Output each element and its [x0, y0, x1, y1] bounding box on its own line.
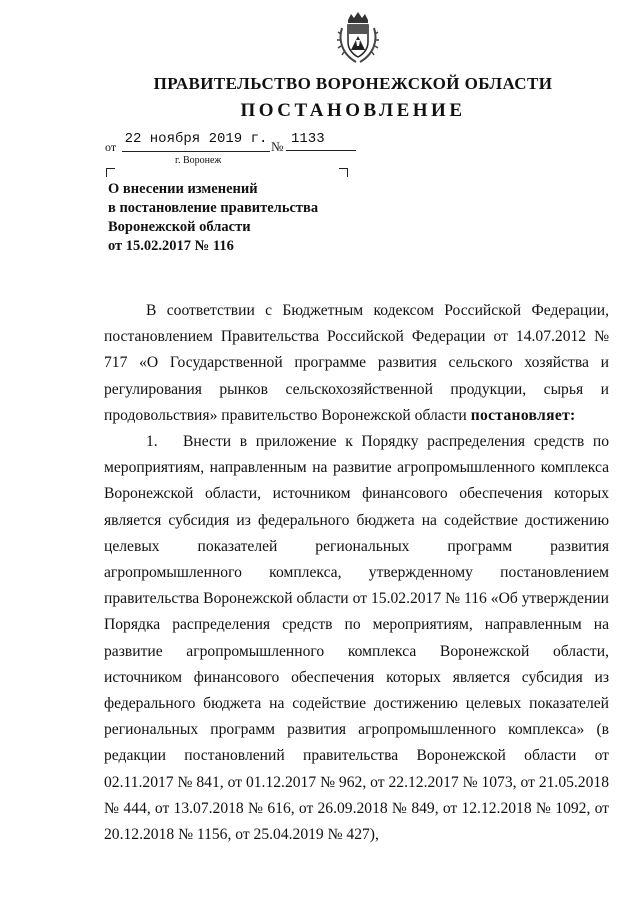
registration-line [105, 131, 365, 153]
subject-bracket-left [106, 168, 115, 177]
clause-paragraph [104, 429, 609, 848]
government-title: ПРАВИТЕЛЬСТВО ВОРОНЕЖСКОЙ ОБЛАСТИ [153, 74, 553, 93]
subject-line: от 15.02.2017 № 116 [108, 238, 234, 254]
document-subject [108, 180, 318, 256]
subject-line: в постановление правительства [108, 200, 319, 216]
preamble-text: В соответствии с Бюджетным кодексом Российской Федерации, постановлением Правительства Российской Федерации от 14.07.2012 № 717 «О Государственной программе развития сельского хозяйства и регулирования рынков сельскохозяйственной продукции, сырья и продовольствия» правительство Воронежской области [104, 302, 609, 424]
city-label: г. Воронеж [175, 155, 222, 166]
number-prefix-label: № [271, 139, 284, 154]
subject-line: О внесении изменений [108, 181, 258, 197]
document-body [104, 298, 609, 848]
clause-text: Внести в приложение к Порядку распределения средств по мероприятиям, направленным на развитие агропромышленного комплекса Воронежской области, источником финансового обеспечения которых является субсидия из федерального бюджета на содействие достижению целевых показателей региональных программ развития агропромышленного комплекса, утвержденному постановлением правительства Воронежской области от 15.02.2017 № 116 «Об утверждении Порядка распределения средств по мероприятиям, направленным на развитие агропромышленного комплекса Воронежской области, источником финансового обеспечения которых является субсидия из федерального бюджета на содействие достижению целевых показателей региональных программ развития агропромышленного комплекса» (в редакции постановлений правительства Воронежской области от 02.11.2017 № 841, от 01.12.2017 № 962, от 22.12.2017 № 1073, от 21.05.2018 № 444, от 13.07.2018 № 616, от 26.09.2018 № 849, от 12.12.2018 № 1092, от 20.12.2018 № 1156, от 25.04.2019 № 427), [104, 433, 609, 844]
subject-bracket-right [339, 168, 348, 177]
document-number: 1133 [286, 131, 356, 151]
resolves-keyword: постановляет: [470, 406, 576, 424]
document-date: 22 ноября 2019 г. [122, 131, 270, 152]
document-type-title: ПОСТАНОВЛЕНИЕ [240, 100, 466, 121]
preamble-paragraph [104, 298, 609, 429]
date-prefix-label: от [105, 140, 117, 154]
subject-line: Воронежской области [108, 219, 251, 235]
voronezh-coat-of-arms-icon [336, 10, 380, 66]
clause-number: 1. [146, 433, 158, 451]
